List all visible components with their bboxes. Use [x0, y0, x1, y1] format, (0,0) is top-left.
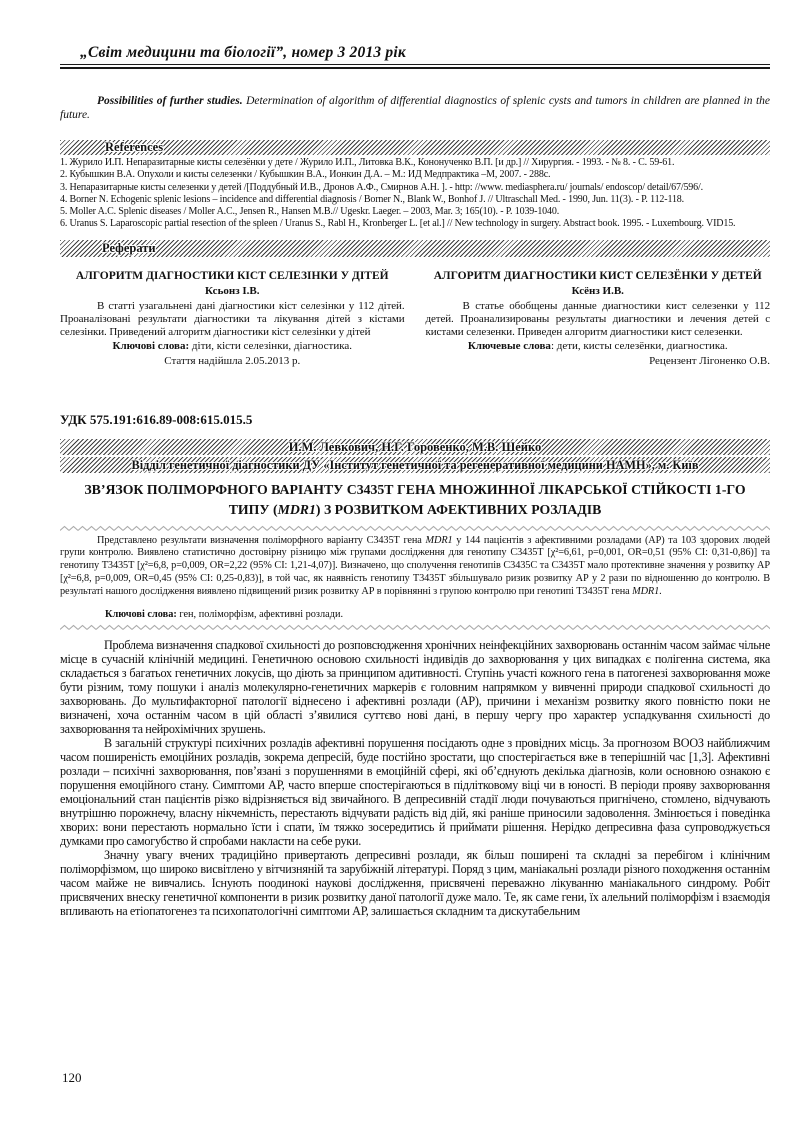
article-authors: И.М. Левкович, Н.Г. Горовенко, М.В. Шейко — [288, 439, 542, 454]
further-studies-paragraph: Possibilities of further studies. Determination of algorithm of differential diagnostics of splenic cysts and tumors in children are planned in the future. — [60, 95, 770, 121]
page-number: 120 — [62, 1070, 82, 1085]
referat-left-keywords: Ключові слова: діти, кісти селезінки, діагностика. — [112, 339, 353, 352]
referat-left-title: АЛГОРИТМ ДІАГНОСТИКИ КІСТ СЕЛЕЗІНКИ У ДІТЕЙ — [75, 269, 389, 282]
references-list — [60, 157, 770, 231]
reference-item: 4. Borner N. Echogenic splenic lesions – incidence and differential diagnosis / Borner N., Blank W., Bonhof J. // Ultraschall Med. - 1990, Jun. 11(3). - P. 112-118. — [60, 193, 684, 205]
article-authors-bar — [60, 439, 770, 455]
referats-heading-bar — [60, 240, 770, 257]
article-reviewer: Рецензент Лігоненко О.В. — [649, 354, 770, 367]
referat-right-author: Ксёнз И.В. — [571, 284, 624, 297]
reference-item: 2. Кубышкин В.А. Опухоли и кисты селезенки / Кубышкин В.А., Ионкин Д.А. – М.: ИД Медпрактика –М, 2007. - 288с. — [60, 169, 551, 181]
referat-left-author: Ксьонз І.В. — [204, 284, 260, 297]
article-keywords: Ключові слова: ген, поліморфізм, афективні розлади. — [105, 609, 344, 621]
header-rule — [60, 64, 770, 69]
article-abstract: Представлено результати визначення поліморфного варіанту С3435Т гена MDR1 у 144 пацієнтів з афективними розладами (АР) та 103 здорових людей групи контролю. Виявлено статистично достовірну різницю між групами дослідження для генотипу С3435Т [χ²=6,61, р=0,001, OR=0,51 (95% CI: 0,31-0,86)] та генотипу Т3435Т [χ²=6,8, р=0,009, OR=2,22 (95% CI: 1,21-4,07)]. Визначено, що сполучення генотипів С3435С та С3435Т мало протективне значення у розвитку АР [χ²=6,8, р=0,009, OR=0,45 (95% CI: 0,25-0,83)], в той час, як наявність генотипу Т3435Т збільшувало ризик розвитку АР у 2 рази по відношенню до контролю. В результаті нашого дослідження виявлено підвищений ризик розвитку АР в порівнянні з групою контролю при генотипі Т3435Т гена MDR1. — [60, 534, 771, 598]
referats-columns — [60, 270, 770, 368]
article-title: ЗВ’ЯЗОК ПОЛІМОРФНОГО ВАРІАНТУ С3435Т ГЕНА МНОЖИННОЇ ЛІКАРСЬКОЇ СТІЙКОСТІ 1-ГО ТИПУ (MDR1) З РОЗВИТКОМ АФЕКТИВНИХ РОЗЛАДІВ — [84, 481, 746, 518]
referats-heading: Реферати — [102, 240, 156, 255]
journal-header: „Світ медицини та біології”, номер 3 2013 рік — [80, 44, 406, 61]
zigzag-divider — [60, 624, 770, 631]
body-paragraph: В загальній структурі психічних розладів афективні порушення посідають одне з провідних місць. За прогнозом ВООЗ найближчим часом поширеність емоційних розладів, зокрема депресій, буде постійно зростати, що спостерігається вже в теперішній час [1,3]. Афективні розлади – психічні захворювання, пов’язані з порушеннями в емоційній сфері, які об’єднують декілька діагнозів, коли основною ознакою є порушення емоційного стану. Симптоми АР, часто вперше спостерігаються в підлітковому віці чи в юності. В періоди прояву захворювання емоціональний стан пацієнтів різко відрізняється від звичайного. В депресивній стадії люди почуваються пригнічено, стомлено, відчувають внутрішню порожнечу, власну нікчемність, перестають відчувати радість від дій, які раніше приносили задоволення. Змінюється і поведінка хворих: вони перестають нормально їсти і спати, їм тяжко зосередитись й приймати рішення. Нерідко депресивна фаза супроводжується думками про самогубство й спробами накласти на себе руки. — [60, 736, 770, 849]
referat-right-keywords: Ключевые слова: дети, кисты селезёнки, диагностика. — [467, 339, 728, 352]
article-affiliation: Відділ генетичної діагностики ДУ «Інститут генетичної та регенеративної медицини НАМН», м. Київ — [131, 457, 699, 472]
udc-code: УДК 575.191:616.89-008:615.015.5 — [60, 411, 253, 427]
reference-item: 6. Uranus S. Laparoscopic partial resection of the spleen / Uranus S., Rabl H., Kronberger L. [et al.] // New technology in surgery. Abstract book. 1995. - Luxembourg. VID15. — [60, 218, 736, 230]
body-paragraph: Значну увагу вчених традиційно привертають депресивні розлади, як більш поширені та складні за перебігом і клінічним поліморфізмом, що широко висвітлено у вітчизняній та зарубіжній літературі. Поряд з цим, маніакальні розлади різного походження останнім часом майже не вивчались. Існують поодинокі наукові дослідження, присвячені переважно лікуванню маніакального синдрому. Робіт присвячених внеску генетичної компоненти в ризик розвитку даної патології дуже мало. Те, як саме гени, їх алельний поліморфізм і взаємодія впливають на етіопатогенез та психопатологічні симптоми АР, залишається складним та дискутабельним — [60, 848, 770, 919]
referat-left-body: В статті узагальнені дані діагностики кіст селезінки у 112 дітей. Проаналізовані результати діагностики та лікування дітей з кістами селезінки. Приведений алгоритм діагностики кіст селезінки у дітей — [60, 299, 405, 338]
reference-item: 3. Непаразитарные кисты селезенки у детей /[Поддубный И.В., Дронов А.Ф., Смирнов А.Н. ]. - http: //www. mediasphera.ru/ journals/ endoscop/ detail/67/596/. — [60, 181, 703, 193]
references-heading: References — [105, 140, 164, 154]
body-paragraph: Проблема визначення спадкової схильності до розповсюдження хронічних неінфекційних захворювань останнім часом займає чільне місце в сучасній клінічній медицині. Генетичною основою схильності індивідів до захворювання у цих випадках є полігенна система, яка складається з багатьох генетичних локусів, що діють за принципом адитивності. Ступінь участі кожного гена в патогенезі захворювання може бути різним, тому пошуки і аналіз молекулярно-генетичних маркерів є головним напрямком у вивченні природи спадкової схильності до захворювань. До мультифакторної патології віднесено і афективні розлади (АР), причини і механізм розвитку якого повністю поки не визначені, хоча останнім часом в цій області з’явилися суттєво нові дані, в першу чергу про характер успадкування схильності до захворювання та нейрохімічних зрушень. — [60, 638, 770, 737]
referat-right — [426, 270, 771, 368]
article-affiliation-bar — [60, 457, 770, 473]
reference-item: 1. Журило И.П. Непаразитарные кисты селезёнки у дете / Журило И.П., Литовка В.К., Кононученко В.П. [и др.] // Хирургия. - 1993. - № 8. - С. 59-61. — [60, 157, 675, 168]
references-heading-bar — [60, 140, 770, 155]
article-body — [60, 638, 770, 918]
article-received-date: Стаття надійшла 2.05.2013 р. — [164, 354, 301, 367]
zigzag-divider — [60, 525, 770, 532]
referat-right-body: В статье обобщены данные диагностики кист селезенки у 112 детей. Проанализированы результаты диагностики и лечения детей с кистами селезенки. Приведен алгоритм диагностики кист селезенки. — [425, 299, 770, 338]
referat-right-title: АЛГОРИТМ ДИАГНОСТИКИ КИСТ СЕЛЕЗЁНКИ У ДЕТЕЙ — [433, 269, 762, 282]
referat-left — [60, 270, 405, 368]
reference-item: 5. Moller A.C. Splenic diseases / Moller A.C., Jensen R., Hansen M.B.// Ugeskr. Laeger. – 2003, Mar. 3; 165(10). - P. 1039-1040. — [60, 206, 560, 218]
